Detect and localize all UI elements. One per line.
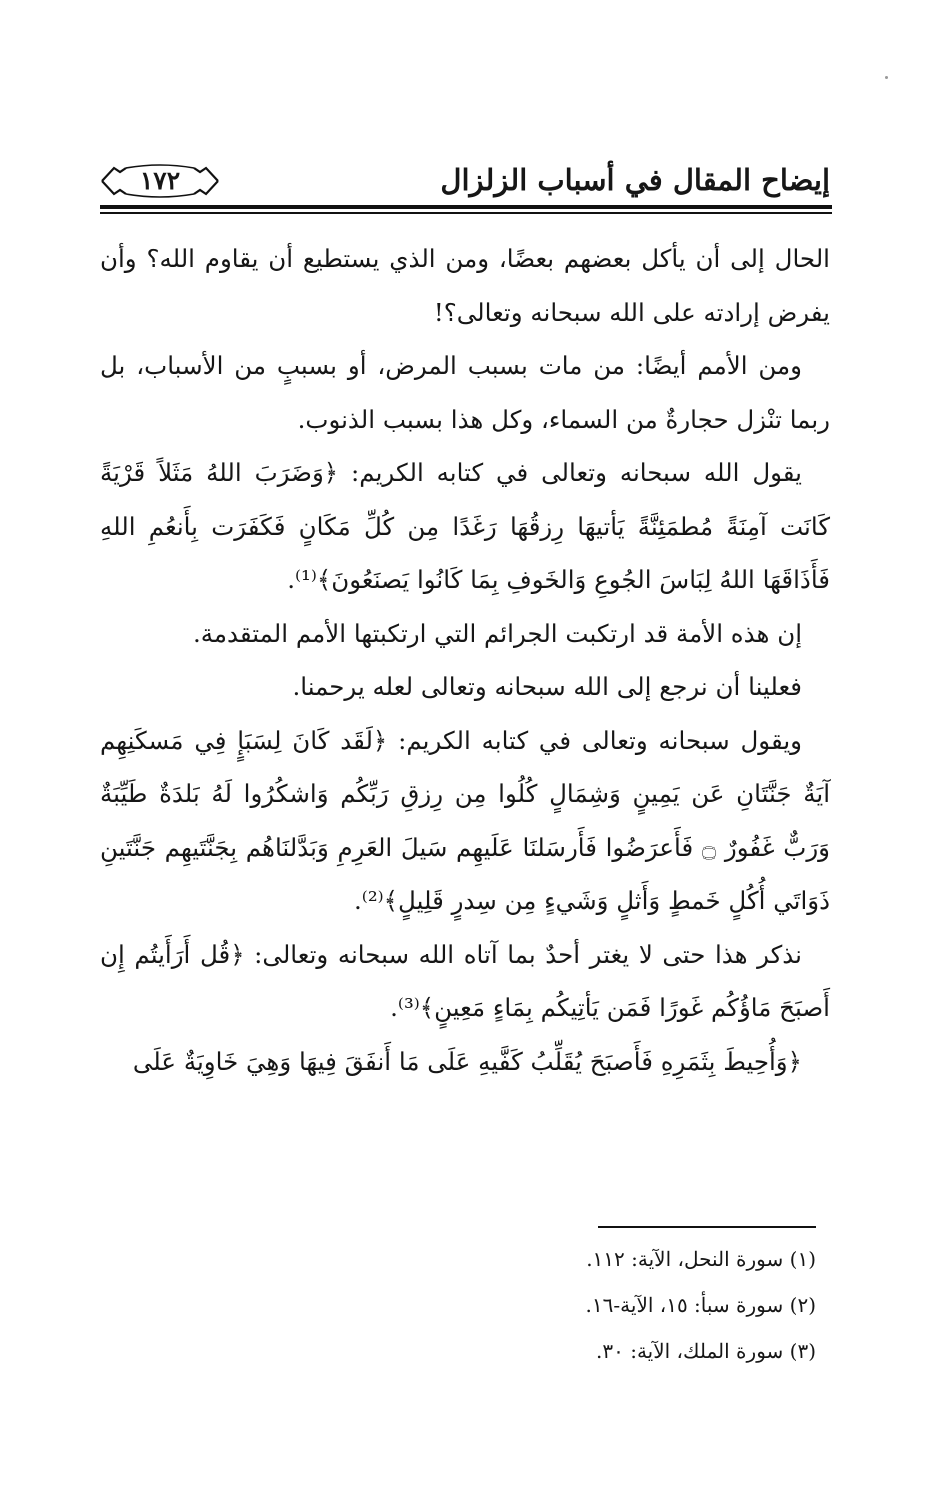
paragraph: إن هذه الأمة قد ارتكبت الجرائم التي ارتكبتها الأمم المتقدمة. <box>192 618 802 648</box>
header-rule-thin <box>100 212 832 214</box>
scan-speck <box>885 76 888 79</box>
page-number-ornament <box>100 164 220 198</box>
footnote-separator <box>598 1226 816 1228</box>
header-title: إيضاح المقال في أسباب الزلزال <box>440 163 830 197</box>
paragraph: الحال إلى أن يأكل بعضهم بعضًا، ومن الذي يستطيع أن يقاوم الله؟ وأن يفرض إرادته على الله سبحانه وتعالى؟! <box>100 244 830 327</box>
paragraph: ومن الأمم أيضًا: من مات بسبب المرض، أو بسببٍ من الأسباب، بل ربما تنْزل حجارةٌ من السماء، وكل هذا بسبب الذنوب. <box>100 351 830 434</box>
paragraph: نذكر هذا حتى لا يغتر أحدٌ بما آتاه الله سبحانه وتعالى: ﴿قُل أَرَأَيتُم إِن أَصبَحَ مَاؤُكُم غَورًا فَمَن يَأتِيكُم بِمَاءٍ مَعِينٍ﴾⁽³⁾. <box>100 939 830 1022</box>
footnote-item: (١) سورة النحل، الآية: ١١٢. <box>586 1247 816 1271</box>
paragraph: يقول الله سبحانه وتعالى في كتابه الكريم: ﴿وَضَرَبَ اللهُ مَثَلاً قَرْيَةً كَانَت آمِنَةً مُطمَئِنَّةً يَأتيهَا رِزقُهَا رَغَدًا مِن كُلِّ مَكَانٍ فَكَفَرَت بِأَنعُمِ اللهِ فَأَذَاقَهَا اللهُ لِبَاسَ الجُوعِ وَالخَوفِ بِمَا كَانُوا يَصنَعُونَ﴾⁽¹⁾. <box>100 458 830 594</box>
body-text <box>100 232 830 1088</box>
page-number: ١٧٢ <box>139 166 181 195</box>
header-rule-thick <box>100 205 832 209</box>
footnote-item: (٢) سورة سبأ: ١٥، الآية-١٦. <box>585 1293 816 1317</box>
footnotes <box>500 1236 816 1374</box>
running-header <box>100 160 830 210</box>
paragraph: فعلينا أن نرجع إلى الله سبحانه وتعالى لعله يرحمنا. <box>292 672 802 701</box>
paragraph: ﴿وَأُحِيطَ بِثَمَرِهِ فَأَصبَحَ يُقَلِّبُ كَفَّيهِ عَلَى مَا أَنفَقَ فِيهَا وَهِيَ خَاوِيَةٌ عَلَى <box>132 1046 802 1076</box>
paragraph: ويقول سبحانه وتعالى في كتابه الكريم: ﴿لَقَد كَانَ لِسَبَإٍ فِي مَسكَنِهِم آيَةٌ جَنَّتَانِ عَن يَمِينٍ وَشِمَالٍ كُلُوا مِن رِزقِ رَبِّكُم وَاشكُرُوا لَهُ بَلدَةٌ طَيِّبَةٌ وَرَبٌّ غَفُورٌ ۝ فَأَعرَضُوا فَأَرسَلنَا عَلَيهِم سَيلَ العَرِمِ وَبَدَّلنَاهُم بِجَنَّتَيهِم جَنَّتَينِ ذَوَاتَي أُكُلٍ خَمطٍ وَأَثلٍ وَشَيءٍ مِن سِدرٍ قَلِيلٍ﴾⁽²⁾. <box>100 725 830 915</box>
footnote-item: (٣) سورة الملك، الآية: ٣٠. <box>596 1339 816 1363</box>
